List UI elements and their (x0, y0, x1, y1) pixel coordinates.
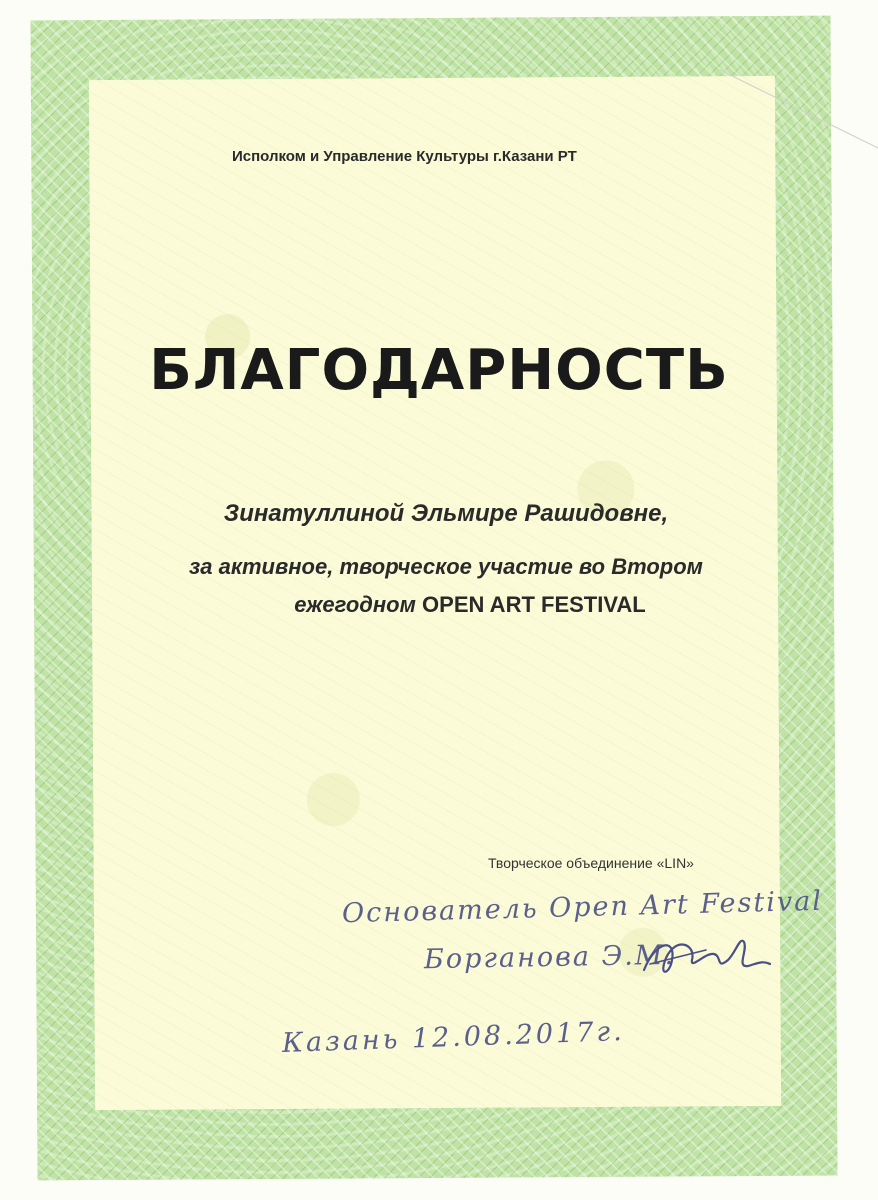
organization-name: Творческое объединение «LIN» (488, 855, 694, 871)
recipient-name: Зинатуллиной Эльмире Рашидовне, (223, 500, 669, 527)
reason-line-2 (0, 592, 878, 618)
certificate-title: БЛАГОДАРНОСТЬ (149, 338, 729, 403)
reason-line-2-prefix: ежегодном (294, 592, 416, 617)
signature-scribble (636, 930, 776, 990)
issuer-line: Исполком и Управление Культуры г.Казани РТ (232, 148, 577, 165)
event-name: OPEN ART FESTIVAL (422, 592, 646, 617)
handwritten-founder-name: Борганова Э.М. (423, 939, 676, 976)
handwritten-place-date: Казань 12.08.2017г. (281, 1016, 626, 1059)
paper-fold-mark (700, 60, 878, 180)
reason-line-1: за активное, творческое участие во Втором (189, 554, 703, 579)
handwritten-founder-role: Основатель Open Art Festival (341, 885, 824, 930)
